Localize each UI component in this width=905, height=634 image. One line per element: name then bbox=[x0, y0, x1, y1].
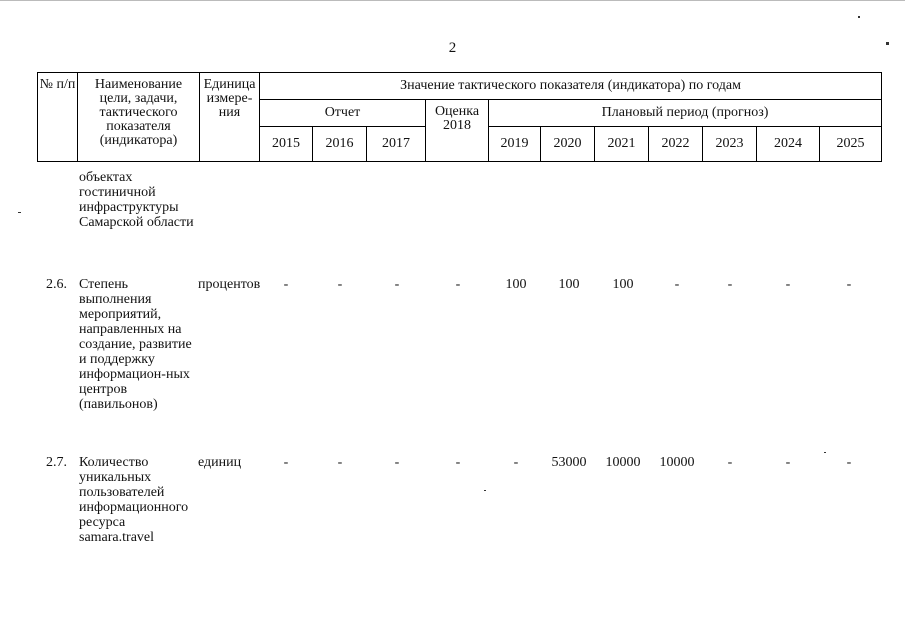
header-estimate: Оценка 2018 bbox=[426, 100, 489, 162]
header-unit: Единица измере-ния bbox=[200, 73, 260, 162]
value-2021: 100 bbox=[612, 277, 634, 292]
indicator-unit: единиц bbox=[198, 455, 242, 470]
header-values-by-year: Значение тактического показателя (индикатора) по годам bbox=[260, 73, 882, 100]
value-2018: - bbox=[455, 455, 461, 470]
value-2022: - bbox=[674, 277, 680, 292]
scan-speck bbox=[484, 490, 486, 491]
header-year: 2024 bbox=[757, 127, 820, 162]
value-2016: - bbox=[337, 277, 343, 292]
header-year: 2019 bbox=[489, 127, 541, 162]
header-year: 2025 bbox=[820, 127, 882, 162]
header-year: 2017 bbox=[367, 127, 426, 162]
value-2022: 10000 bbox=[659, 455, 695, 470]
header-plan-period: Плановый период (прогноз) bbox=[489, 100, 882, 127]
header-report: Отчет bbox=[260, 100, 426, 127]
row-number: 2.6. bbox=[46, 277, 67, 292]
scan-speck bbox=[18, 212, 21, 213]
header-number: № п/п bbox=[38, 73, 78, 162]
value-2017: - bbox=[394, 277, 400, 292]
scan-speck bbox=[824, 452, 826, 453]
value-2018: - bbox=[455, 277, 461, 292]
value-2015: - bbox=[283, 277, 289, 292]
value-2019: - bbox=[513, 455, 519, 470]
header-year: 2015 bbox=[260, 127, 313, 162]
value-2016: - bbox=[337, 455, 343, 470]
header-year: 2020 bbox=[541, 127, 595, 162]
page-number: 2 bbox=[448, 40, 457, 56]
value-2023: - bbox=[727, 455, 733, 470]
value-2024: - bbox=[785, 277, 791, 292]
value-2025: - bbox=[846, 455, 852, 470]
indicator-table-header bbox=[37, 72, 882, 162]
value-2020: 100 bbox=[558, 277, 580, 292]
header-year: 2021 bbox=[595, 127, 649, 162]
value-2020: 53000 bbox=[551, 455, 587, 470]
value-2025: - bbox=[846, 277, 852, 292]
page-top-edge bbox=[0, 0, 905, 1]
indicator-unit: процентов bbox=[198, 277, 261, 292]
value-2021: 10000 bbox=[605, 455, 641, 470]
header-year: 2023 bbox=[703, 127, 757, 162]
value-2015: - bbox=[283, 455, 289, 470]
scan-speck bbox=[858, 16, 860, 18]
value-2017: - bbox=[394, 455, 400, 470]
header-year: 2016 bbox=[313, 127, 367, 162]
value-2019: 100 bbox=[505, 277, 527, 292]
indicator-name: Количество уникальных пользователей информационного ресурса samara.travel bbox=[79, 455, 189, 545]
indicator-name: Степень выполнения мероприятий, направленных на создание, развитие и поддержку информацион-ных центров (павильонов) bbox=[79, 277, 192, 412]
header-name: Наименование цели, задачи, тактического показателя (индикатора) bbox=[78, 73, 200, 162]
row-number: 2.7. bbox=[46, 455, 67, 470]
continued-indicator-name: объектах гостиничной инфраструктуры Самарской области bbox=[79, 170, 194, 230]
value-2023: - bbox=[727, 277, 733, 292]
value-2024: - bbox=[785, 455, 791, 470]
header-year: 2022 bbox=[649, 127, 703, 162]
